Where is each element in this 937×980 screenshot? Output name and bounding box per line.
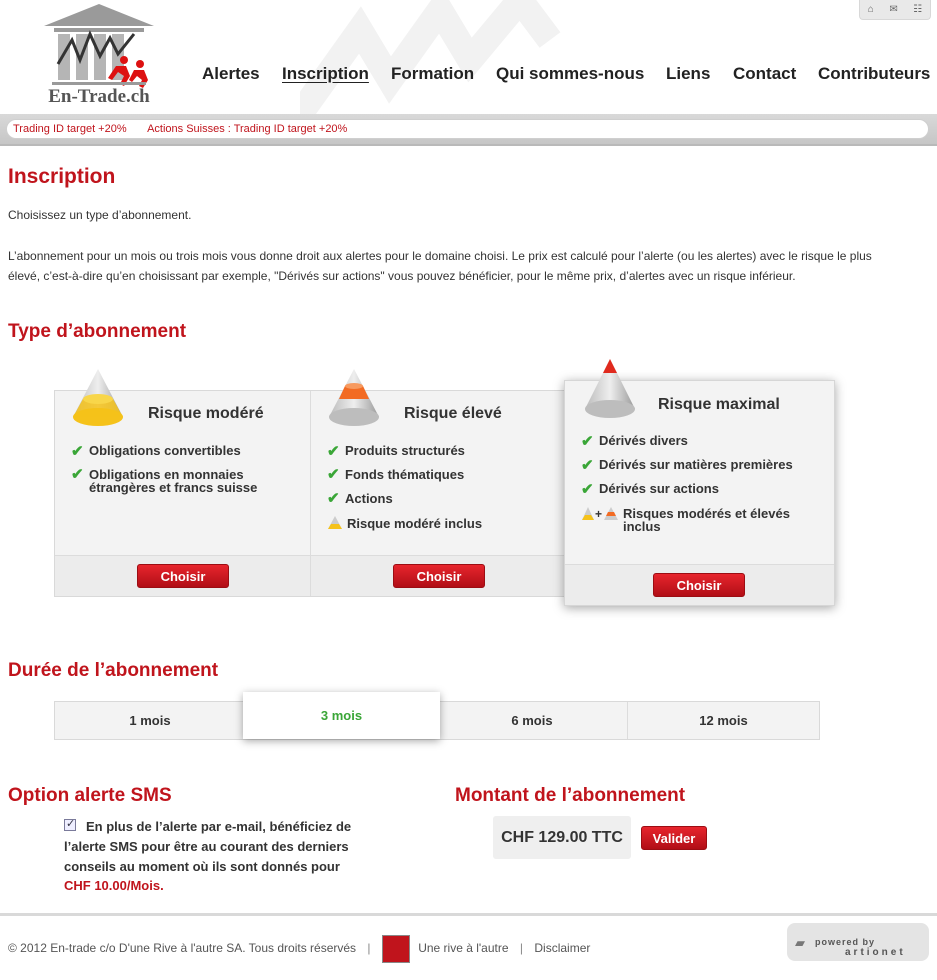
duration-3-months-selected[interactable]: 3 mois <box>243 692 440 739</box>
cone-red-icon <box>583 359 637 421</box>
check-icon: ✔ <box>71 443 84 460</box>
svg-text:+: + <box>595 507 603 521</box>
check-icon: ✔ <box>581 433 594 450</box>
check-icon: ✔ <box>327 443 340 460</box>
nav-liens[interactable]: Liens <box>666 64 711 83</box>
sms-checkbox[interactable] <box>64 819 76 831</box>
ticker-bar <box>0 114 937 146</box>
small-yellow-cone-icon <box>327 515 343 531</box>
top-utility-icons <box>859 0 931 20</box>
check-icon: ✔ <box>71 466 84 483</box>
validate-button[interactable]: Valider <box>641 826 707 850</box>
sitemap-icon[interactable]: ☷ <box>913 4 923 15</box>
plan-feature: Dérivés sur actions <box>599 481 719 496</box>
intro-description: L’abonnement pour un mois ou trois mois vous donne droit aux alertes pour le domaine choisi. Le prix est calculé pour l’alerte (ou les alertes) avec le risque le plus élevé, c’est-à-dire qu’en choisissant par exemple, "Dérivés sur actions" vous pouvez bénéficier, pour le même prix, d’alertes avec un risque inférieur. <box>8 249 872 283</box>
page-title: Inscription <box>8 165 116 188</box>
footer-link-une-rive[interactable]: Une rive à l'autre <box>418 941 509 956</box>
plan-footer <box>311 555 567 596</box>
plan-feature: Fonds thématiques <box>345 467 465 482</box>
plan-feature: Produits structurés <box>345 443 465 458</box>
plan-feature: Obligations en monnaies étrangères et francs suisse <box>89 467 258 495</box>
yellow-plus-orange-cone-icon <box>581 505 621 523</box>
nav-contact[interactable]: Contact <box>733 64 797 83</box>
footer-separator: | <box>519 941 524 956</box>
sms-option-heading: Option alerte SMS <box>8 785 172 806</box>
plan-feature: Obligations convertibles <box>89 443 241 458</box>
nav-contributeurs[interactable]: Contributeurs <box>818 64 931 83</box>
nav-formation[interactable]: Formation <box>391 64 475 83</box>
artionet-badge[interactable] <box>787 923 929 961</box>
header-background-graphic <box>300 0 700 114</box>
nav-qui-sommes-nous[interactable]: Qui sommes-nous <box>496 64 645 83</box>
duration-6-months[interactable]: 6 mois <box>437 702 628 739</box>
plan-high <box>311 391 567 596</box>
subscription-type-heading: Type d’abonnement <box>8 321 187 342</box>
plan-footer <box>565 564 834 605</box>
cone-yellow-icon <box>71 369 125 429</box>
powered-by-text: powered by <box>815 937 876 947</box>
footer-divider <box>0 913 937 916</box>
logo-text: En-Trade.ch <box>48 86 150 107</box>
choose-moderate-button[interactable]: Choisir <box>137 564 229 588</box>
une-rive-logo[interactable] <box>382 935 410 963</box>
plan-footer <box>55 555 310 596</box>
copyright-text: © 2012 En-trade c/o D'une Rive à l'autre SA. Tous droits réservés <box>8 941 357 956</box>
duration-12-months[interactable]: 12 mois <box>699 713 748 728</box>
artionet-brand: artionet <box>845 947 906 958</box>
footer-link-disclaimer[interactable]: Disclaimer <box>534 941 591 956</box>
check-icon: ✔ <box>327 466 340 483</box>
nav-inscription[interactable]: Inscription <box>282 64 369 83</box>
check-icon: ✔ <box>581 481 594 498</box>
plan-title: Risque élevé <box>404 405 502 422</box>
plan-feature: Dérivés sur matières premières <box>599 457 793 472</box>
nav-alertes[interactable]: Alertes <box>202 64 260 83</box>
plan-title: Risque maximal <box>658 396 780 413</box>
main-nav <box>0 64 937 86</box>
plan-moderate <box>55 391 311 596</box>
plan-extra: Risque modéré inclus <box>347 516 483 531</box>
sms-price: CHF 10.00/Mois. <box>64 878 164 894</box>
footer-separator: | <box>367 941 371 956</box>
header <box>0 0 937 114</box>
intro-text: Choisissez un type d’abonnement. <box>8 208 192 222</box>
plans-container <box>54 390 566 597</box>
plan-feature: Dérivés divers <box>599 433 688 448</box>
plan-title: Risque modéré <box>148 405 264 422</box>
sms-option-text <box>64 817 374 896</box>
ticker <box>6 119 929 139</box>
choose-high-button[interactable]: Choisir <box>393 564 485 588</box>
amount-value: CHF 129.00 TTC <box>493 816 631 859</box>
duration-heading: Durée de l’abonnement <box>8 660 219 681</box>
ticker-item[interactable]: Trading ID target +20% <box>13 123 127 135</box>
footer <box>8 935 590 963</box>
sms-option-description: En plus de l’alerte par e-mail, bénéficiez de l’alerte SMS pour être au courant des derniers conseils au moment où ils sont donnés pour <box>64 819 352 874</box>
plan-maximal <box>564 380 835 606</box>
duration-1-month[interactable]: 1 mois <box>55 702 246 739</box>
plan-feature: Actions <box>345 491 393 506</box>
home-icon[interactable]: ⌂ <box>867 4 874 15</box>
artionet-icon: ▰ <box>795 935 805 950</box>
choose-maximal-button[interactable]: Choisir <box>653 573 745 597</box>
check-icon: ✔ <box>327 490 340 507</box>
mail-icon[interactable]: ✉ <box>889 4 898 15</box>
check-icon: ✔ <box>581 457 594 474</box>
cone-orange-icon <box>327 369 381 429</box>
plan-extra: Risques modérés et élevés inclus <box>623 506 790 534</box>
amount-heading: Montant de l’abonnement <box>455 785 686 806</box>
ticker-item[interactable]: Actions Suisses : Trading ID target +20% <box>147 123 348 135</box>
